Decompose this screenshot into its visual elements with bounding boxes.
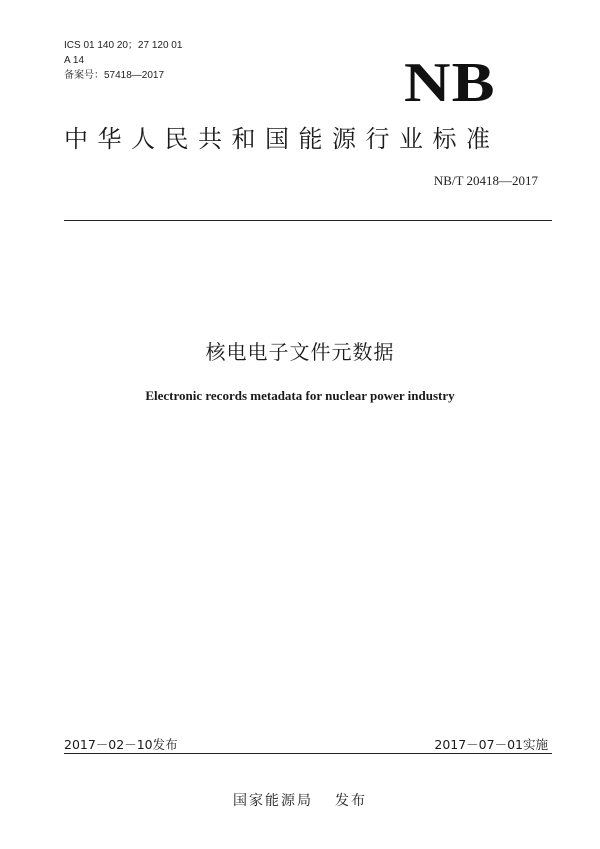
bottom-divider	[64, 753, 552, 754]
standard-category: 中华人民共和国能源行业标准	[64, 125, 500, 153]
record-number: 备案号：57418—2017	[64, 70, 165, 81]
standard-code: NB/T 20418—2017	[433, 173, 538, 188]
ics-code: ICS 01 140 20；27 120 01	[64, 40, 183, 51]
publisher-name: 国家能源局	[233, 793, 313, 809]
publisher-line	[0, 790, 600, 810]
implementation-date: 2017－07－01实施	[434, 737, 548, 752]
header-metadata	[64, 38, 182, 83]
publisher-action: 发布	[335, 793, 367, 809]
document-title-en: Electronic records metadata for nuclear power industry	[145, 388, 455, 403]
top-divider	[64, 220, 552, 221]
issue-date: 2017－02－10发布	[64, 737, 178, 752]
document-title-zh: 核电电子文件元数据	[205, 340, 395, 364]
ccs-code: A 14	[64, 55, 85, 66]
nb-logo: NB	[404, 52, 496, 114]
